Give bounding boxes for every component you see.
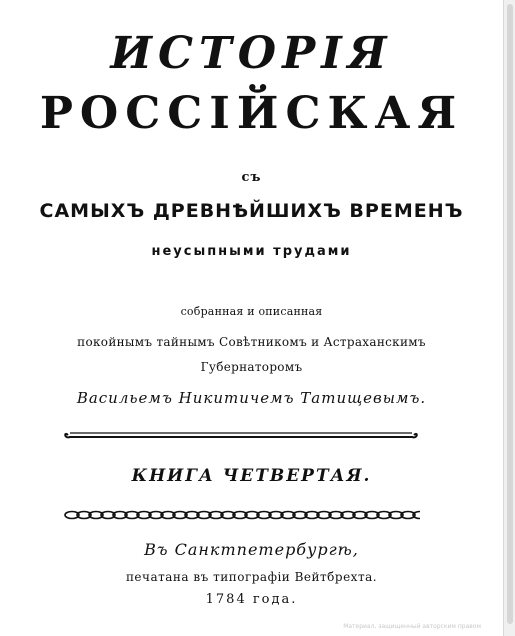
- ornamental-rule-bottom: [62, 508, 420, 522]
- connector-word: съ: [241, 170, 262, 185]
- title-line-1: ИСТОРІЯ: [110, 28, 393, 79]
- subtitle-line-2: неусыпными трудами: [151, 244, 352, 259]
- by-line-1: покойнымъ тайнымъ Совѣтникомъ и Астраханскимъ: [77, 335, 426, 349]
- chain-link: [413, 512, 420, 519]
- scrollbar-thumb[interactable]: [507, 4, 513, 624]
- publication-place: Въ Санктпетербургѣ,: [144, 540, 359, 559]
- copyright-watermark: Материал, защищенный авторским правом: [343, 623, 481, 630]
- publication-year: 1784 года.: [205, 592, 298, 607]
- author-name: Васильемъ Никитичемъ Татищевымъ.: [76, 389, 427, 407]
- title-line-2: РОССІЙСКАЯ: [39, 88, 464, 139]
- subtitle-line-1: САМЫХЪ ДРЕВНѢЙШИХЪ ВРЕМЕНЪ: [39, 200, 464, 222]
- collected-line: собранная и описанная: [180, 305, 323, 318]
- volume-title: КНИГА ЧЕТВЕРТАЯ.: [131, 466, 372, 486]
- printer-line: печатана въ типографіи Вейтбрехта.: [125, 570, 378, 584]
- vertical-scrollbar[interactable]: [504, 0, 515, 636]
- by-line-2: Губернаторомъ: [200, 360, 303, 374]
- ornamental-rule-top: [62, 428, 420, 442]
